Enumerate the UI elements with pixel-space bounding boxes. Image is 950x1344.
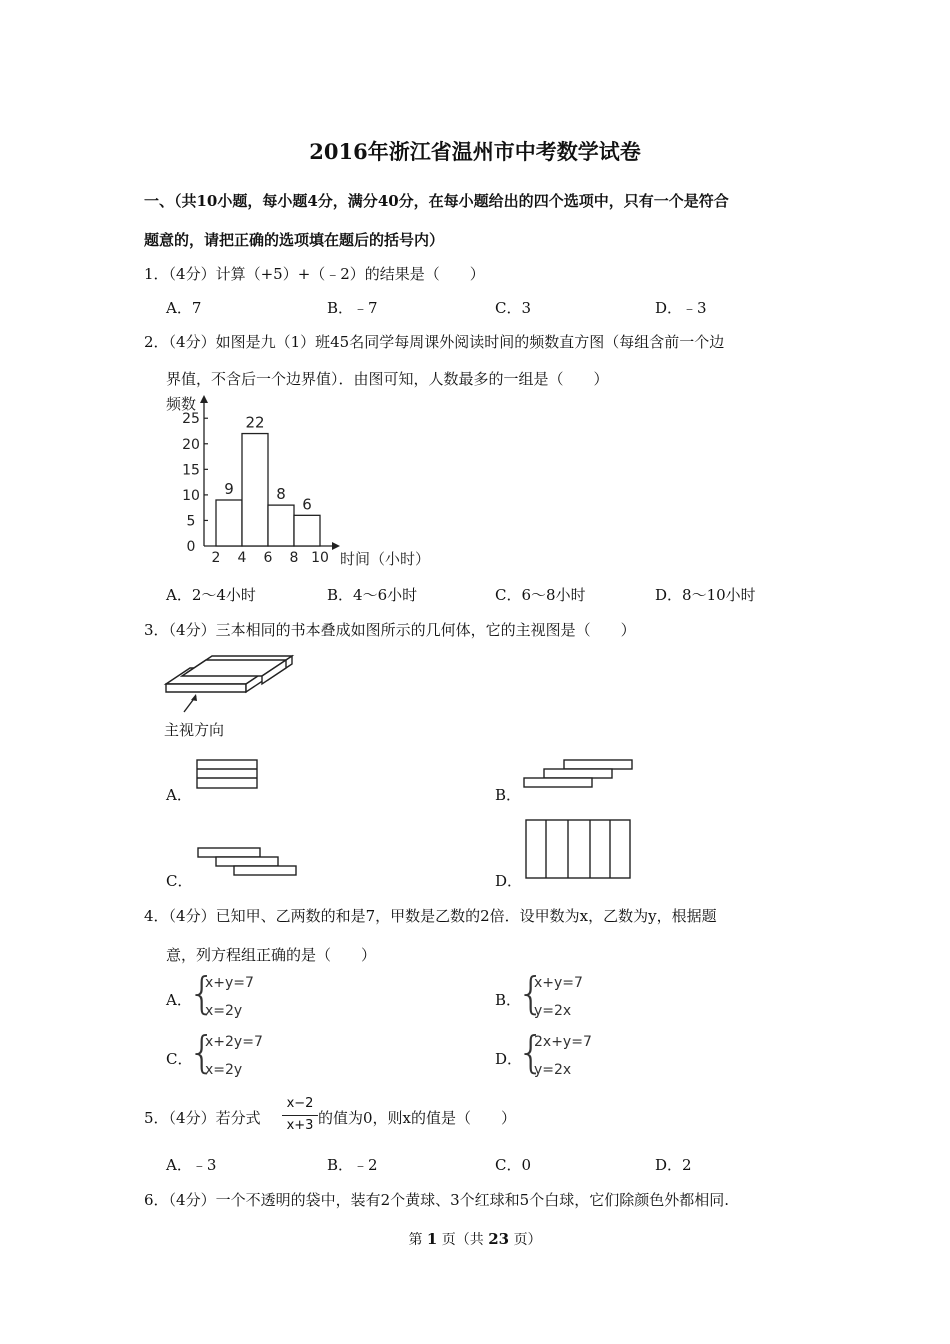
q4-option-b: B． [495,991,522,1009]
y-tick-label-20: 20 [182,436,200,453]
question-5-stem-after: 的值为0，则x的值是（ ） [318,1109,517,1127]
y-tick-label-15: 15 [182,462,200,479]
q2-option-d: D．8～10小时 [655,586,756,604]
y-tick-label-5: 5 [186,513,196,530]
fraction-bar [282,1115,318,1116]
histogram-bar-2 [242,434,268,546]
q1-option-b: B．﹣7 [327,299,378,317]
y-axis-arrow [200,395,208,403]
q3-option-c: C． [166,872,193,890]
q3-option-c-figure [196,846,304,880]
histogram-chart [158,393,458,573]
q4-a-eq2: x=2y [205,1003,243,1019]
q5-option-c: C．0 [495,1156,532,1174]
question-1-stem: 1．（4分）计算（+5）+（﹣2）的结果是（ ） [144,265,485,283]
q4-c-eq2: x=2y [205,1062,243,1078]
bar-value-label-1: 9 [224,480,234,498]
question-4-stem-cont: 意，列方程组正确的是（ ） [166,946,377,964]
footer-total-pages: 23 [488,1230,510,1248]
q4-option-d: D． [495,1050,523,1068]
x-axis-label: 时间（小时） [340,550,431,568]
bar-value-label-4: 6 [302,495,312,514]
q4-a-brace: { [188,968,216,1019]
q4-b-brace: { [517,968,545,1019]
q3-option-d: D． [495,872,523,890]
y-tick-label-0: 0 [186,539,196,555]
x-tick-label-10: 10 [311,550,329,566]
q4-a-eq1: x+y=7 [205,975,254,991]
q4-d-eq2: y=2x [534,1062,572,1078]
footer-middle: 页（共 [441,1232,484,1248]
q4-d-brace: { [517,1027,545,1078]
footer-page-number: 1 [426,1230,438,1248]
q4-d-eq1: 2x+y=7 [534,1034,592,1050]
histogram-bar-4 [294,515,320,546]
question-3-stem: 3．（4分）三本相同的书本叠成如图所示的几何体，它的主视图是（ ） [144,621,636,639]
q5-option-d: D．2 [655,1156,692,1174]
bar-value-label-3: 8 [276,485,286,504]
x-tick-label-8: 8 [289,550,299,566]
histogram-bar-3 [268,505,294,546]
q5-option-a: A．﹣3 [166,1156,217,1174]
q4-option-a: A． [166,991,192,1009]
x-tick-label-4: 4 [237,550,247,566]
page-footer [0,1229,950,1249]
q4-c-brace: { [188,1027,216,1078]
q2-option-a: A．2～4小时 [166,586,256,604]
question-2-stem: 2．（4分）如图是九（1）班45名同学每周课外阅读时间的频数直方图（每组含前一个边 [144,333,725,351]
x-axis-arrow [332,542,340,550]
histogram-bar-1 [216,500,242,546]
section-heading-cont: 题意的，请把正确的选项填在题后的括号内） [144,231,445,249]
q2-option-c: C．6～8小时 [495,586,586,604]
q3-option-a-figure [196,759,260,791]
q3-option-d-figure [524,818,634,882]
q4-c-eq1: x+2y=7 [205,1034,263,1050]
question-6-stem: 6．（4分）一个不透明的袋中，装有2个黄球、3个红球和5个白球，它们除颜色外都相同. [144,1191,729,1209]
y-tick-label-25: 25 [182,411,200,428]
question-2-stem-cont: 界值，不含后一个边界值）．由图可知，人数最多的一组是（ ） [166,370,609,388]
q5-option-b: B．﹣2 [327,1156,378,1174]
q4-b-eq2: y=2x [534,1003,572,1019]
bar-value-label-2: 22 [245,413,265,432]
question-5-stem-before: 5．（4分）若分式 [144,1109,261,1127]
section-heading: 一、（共10小题，每小题4分，满分40分，在每小题给出的四个选项中，只有一个是符合 [144,192,729,210]
q3-option-b-figure [520,758,636,792]
fraction-numerator: x−2 [286,1096,314,1111]
view-direction-label: 主视方向 [164,721,225,739]
footer-suffix: 页） [513,1232,542,1248]
q2-option-b: B．4～6小时 [327,586,418,604]
x-tick-label-6: 6 [263,550,273,566]
question-4-stem: 4．（4分）已知甲、乙两数的和是7，甲数是乙数的2倍．设甲数为x，乙数为y，根据题 [144,907,717,925]
fraction-denominator: x+3 [286,1118,314,1133]
q1-option-a: A．7 [166,299,202,317]
y-axis-label: 频数 [166,395,197,413]
q4-option-c: C． [166,1050,193,1068]
q1-option-c: C．3 [495,299,532,317]
page-title: 2016年浙江省温州市中考数学试卷 [309,139,641,164]
q3-option-b: B． [495,786,522,804]
y-tick-label-10: 10 [182,487,200,504]
q3-option-a: A． [166,786,192,804]
q1-option-d: D．﹣3 [655,299,707,317]
footer-prefix: 第 [408,1232,423,1248]
x-tick-label-2: 2 [211,550,221,566]
q4-b-eq1: x+y=7 [534,975,583,991]
